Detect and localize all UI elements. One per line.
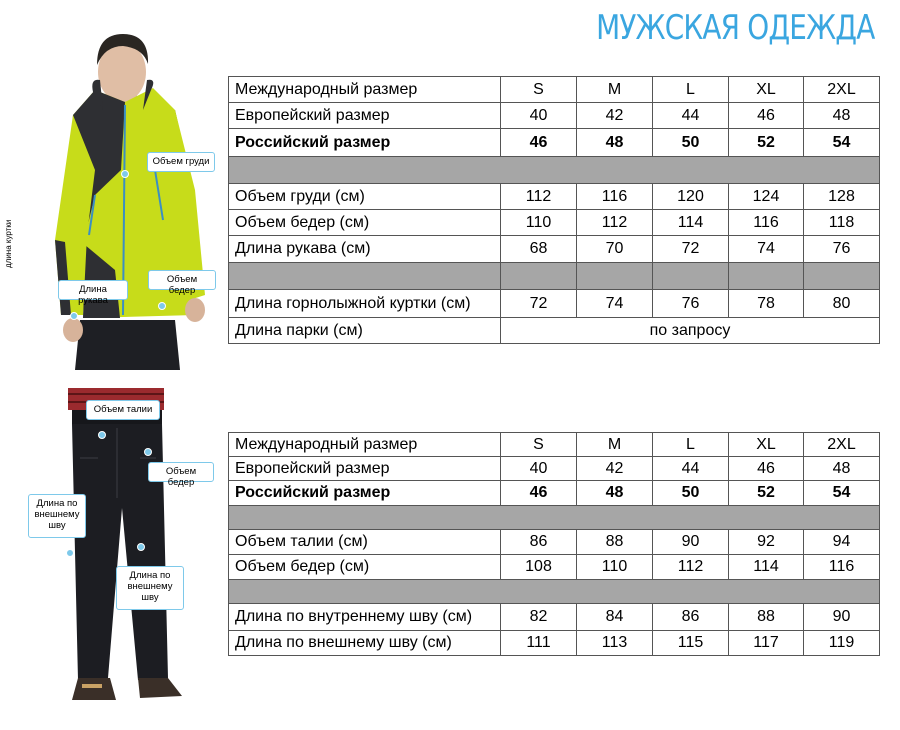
cell: 72 [501,290,577,318]
cell: 76 [804,236,880,263]
pants-hips-callout: Объем бедер [148,462,214,482]
cell: 82 [501,604,577,631]
jacket-model-image [25,20,225,370]
cell: 2XL [804,433,880,457]
cell: 113 [577,631,653,656]
table-row [229,77,880,103]
cell: 52 [729,129,804,157]
cell: 118 [804,210,880,236]
cell: 48 [577,481,653,506]
cell: XL [729,433,804,457]
row-label: Объем бедер (см) [229,555,501,580]
jacket-hips-point-dot [158,302,166,310]
separator-cell [229,506,880,530]
inner-seam-callout: Длина по внешнему шву [116,566,184,610]
separator-cell [804,263,880,290]
cell: L [653,433,729,457]
cell: M [577,77,653,103]
separator-cell [229,580,880,604]
cell: 80 [804,290,880,318]
cell: 88 [577,530,653,555]
separator-cell [229,157,880,184]
waist-callout: Объем талии [86,400,160,420]
table-row [229,481,880,506]
row-label: Европейский размер [229,457,501,481]
cell: S [501,433,577,457]
separator-cell [653,263,729,290]
cell: 120 [653,184,729,210]
cell: 54 [804,481,880,506]
table-row [229,631,880,656]
cell: 124 [729,184,804,210]
cell: 112 [577,210,653,236]
row-label: Российский размер [229,481,501,506]
cell: 48 [577,129,653,157]
cell: 110 [577,555,653,580]
row-label: Европейский размер [229,103,501,129]
separator-cell [501,263,577,290]
jacket-length-label: длина куртки [4,219,13,268]
pants-size-table [228,432,880,656]
cell: 54 [804,129,880,157]
separator-row [229,157,880,184]
cell: 117 [729,631,804,656]
row-label: Российский размер [229,129,501,157]
cell: 48 [804,103,880,129]
cell: 46 [729,103,804,129]
cell: M [577,433,653,457]
cell: 115 [653,631,729,656]
cell: 112 [653,555,729,580]
table-row [229,236,880,263]
cell: 119 [804,631,880,656]
cell: 114 [653,210,729,236]
cell: 92 [729,530,804,555]
table-row [229,604,880,631]
table-row [229,433,880,457]
row-label: Длина парки (см) [229,318,501,344]
cell: L [653,77,729,103]
table-row [229,210,880,236]
cell: 111 [501,631,577,656]
separator-cell [229,263,501,290]
row-label: Международный размер [229,433,501,457]
cell: 50 [653,481,729,506]
chest-callout: Объем груди [147,152,215,172]
table-row [229,290,880,318]
row-label: Длина горнолыжной куртки (см) [229,290,501,318]
cell: 50 [653,129,729,157]
separator-row [229,263,880,290]
sleeve-point-dot [70,312,78,320]
waist-point-dot [98,431,106,439]
cell: 112 [501,184,577,210]
cell: 44 [653,103,729,129]
cell: 40 [501,457,577,481]
cell: XL [729,77,804,103]
cell: 48 [804,457,880,481]
chest-point-dot [121,170,129,178]
row-label: Международный размер [229,77,501,103]
cell: 88 [729,604,804,631]
row-label: Длина по внешнему шву (см) [229,631,501,656]
cell: 86 [501,530,577,555]
cell: 46 [501,481,577,506]
cell: 2XL [804,77,880,103]
cell: S [501,77,577,103]
cell: 116 [729,210,804,236]
row-label: Объем талии (см) [229,530,501,555]
cell: 40 [501,103,577,129]
cell: 86 [653,604,729,631]
cell: 116 [804,555,880,580]
jacket-size-table [228,76,880,344]
table-row [229,103,880,129]
pants-hips-point-dot [144,448,152,456]
cell: 68 [501,236,577,263]
cell: 114 [729,555,804,580]
cell: 70 [577,236,653,263]
separator-cell [729,263,804,290]
cell: 94 [804,530,880,555]
sleeve-callout: Длина рукава [58,280,128,300]
separator-row [229,506,880,530]
table-row [229,457,880,481]
cell: 78 [729,290,804,318]
cell: 90 [653,530,729,555]
cell: 116 [577,184,653,210]
parka-on-request-cell: по запросу [501,318,880,344]
cell: 76 [653,290,729,318]
outer-seam-callout: Длина по внешнему шву [28,494,86,538]
row-label: Объем бедер (см) [229,210,501,236]
page-title: МУЖСКАЯ ОДЕЖДА [595,8,874,48]
outer-seam-point-dot [66,549,74,557]
cell: 110 [501,210,577,236]
row-label: Объем груди (см) [229,184,501,210]
cell: 72 [653,236,729,263]
cell: 46 [501,129,577,157]
cell: 84 [577,604,653,631]
cell: 46 [729,457,804,481]
table-row [229,555,880,580]
cell: 52 [729,481,804,506]
cell: 90 [804,604,880,631]
separator-row [229,580,880,604]
table-row [229,129,880,157]
cell: 42 [577,457,653,481]
cell: 74 [729,236,804,263]
row-label: Длина рукава (см) [229,236,501,263]
pants-model-image [60,388,200,710]
table-row [229,318,880,344]
separator-cell [577,263,653,290]
cell: 44 [653,457,729,481]
cell: 108 [501,555,577,580]
cell: 42 [577,103,653,129]
inner-seam-point-dot [137,543,145,551]
cell: 74 [577,290,653,318]
jacket-hips-callout: Объем бедер [148,270,216,290]
table-row [229,530,880,555]
table-row [229,184,880,210]
row-label: Длина по внутреннему шву (см) [229,604,501,631]
cell: 128 [804,184,880,210]
